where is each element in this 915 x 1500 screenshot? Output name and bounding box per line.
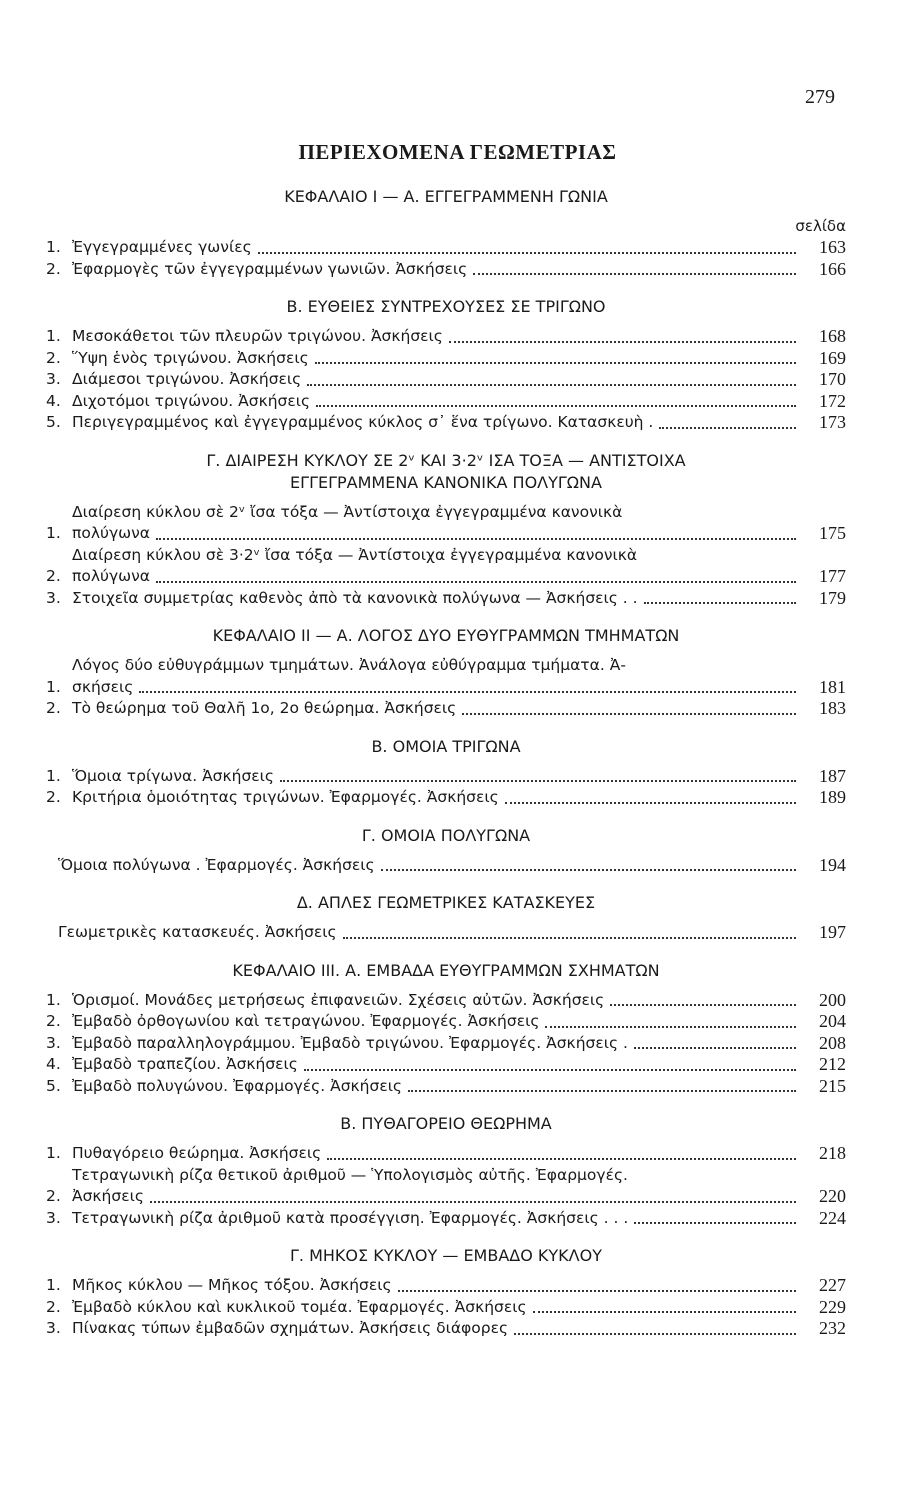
entry-page: 163 [819, 237, 846, 257]
toc-entry [46, 1275, 846, 1297]
entry-text: Μεσοκάθετοι τῶν πλευρῶν τριγώνου. Ἀσκήσεις [72, 327, 443, 345]
entry-text: Ἐγγεγραμμένες γωνίες [72, 238, 252, 256]
dot-leader [316, 405, 796, 407]
entry-text: Πυθαγόρειο θεώρημα. Ἀσκήσεις [72, 1144, 322, 1162]
entry-page: 175 [819, 523, 846, 543]
dot-leader [304, 1069, 796, 1071]
entry-body [58, 855, 802, 877]
entry-page: 218 [819, 1143, 846, 1163]
entry-page: 177 [819, 566, 846, 586]
toc-entry [46, 391, 846, 413]
toc-entry [46, 1165, 846, 1208]
entry-number: 5. [46, 413, 61, 431]
page-number: 279 [805, 86, 835, 108]
entry-text: Ἐφαρμογὲς τῶν ἐγγεγραμμένων γωνιῶν. Ἀσκήσεις [72, 259, 468, 278]
entry-text: Τετραγωνικὴ ρίζα ἀριθμοῦ κατὰ προσέγγιση. Ἐφαρμογές. Ἀσκήσεις . . . [72, 1208, 629, 1227]
entry-number: 3. [46, 1319, 61, 1337]
entry-body [72, 1011, 802, 1033]
entry-page: 170 [819, 369, 846, 389]
entry-text: Τὸ θεώρημα τοῦ Θαλῆ 1ο, 2ο θεώρημα. Ἀσκήσεις [72, 699, 457, 717]
entry-text: Ὅμοια πολύγωνα . Ἐφαρμογές. Ἀσκήσεις [58, 855, 375, 874]
toc-entry [46, 855, 846, 877]
toc-entry [46, 990, 846, 1012]
entry-number: 3. [46, 1033, 61, 1052]
entry-text: Στοιχεῖα συμμετρίας καθενὸς ἀπὸ τὰ κανονικὰ πολύγωνα — Ἀσκήσεις . . [72, 588, 638, 607]
dot-leader [315, 362, 796, 364]
toc-entry [46, 766, 846, 788]
entry-body [72, 1143, 802, 1165]
dot-leader [381, 869, 796, 871]
entry-number: 4. [46, 1055, 61, 1073]
section-heading: Β. ΕΥΘΕΙΕΣ ΣΥΝΤΡΕΧΟΥΣΕΣ ΣΕ ΤΡΙΓΩΝΟ [286, 297, 606, 316]
toc-entry [46, 655, 846, 698]
entry-text: Ὁρισμοί. Μονάδες μετρήσεως ἐπιφανειῶν. Σχέσεις αὐτῶν. Ἀσκήσεις [72, 990, 605, 1009]
dot-leader [505, 802, 796, 804]
toc-entry [46, 237, 846, 259]
entry-body [72, 1076, 802, 1098]
entry-number: 2. [46, 699, 61, 717]
entry-text-cont: πολύγωνα [72, 567, 150, 585]
entry-text: Ἐμβαδὸ ὀρθογωνίου καὶ τετραγώνου. Ἐφαρμογές. Ἀσκήσεις [72, 1012, 540, 1030]
dot-leader [150, 1201, 796, 1203]
entry-line2 [72, 1186, 802, 1208]
dot-leader [258, 252, 796, 254]
entry-body [72, 502, 802, 545]
entry-body [72, 787, 802, 809]
entry-page: 197 [819, 922, 846, 942]
entry-number: 3. [46, 370, 61, 388]
dot-leader [610, 1004, 796, 1006]
entry-body [72, 237, 802, 259]
section-heading: Γ. ΔΙΑΙΡΕΣΗ ΚΥΚΛΟΥ ΣΕ 2ᵛ ΚΑΙ 3·2ᵛ ΙΣΑ ΤΟΞΑ — ΑΝΤΙΣΤΟΙΧΑ [206, 450, 686, 470]
entry-text: Ἐμβαδὸ κύκλου καὶ κυκλικοῦ τομέα. Ἐφαρμογές. Ἀσκήσεις [72, 1297, 527, 1316]
entry-number: 4. [46, 391, 61, 410]
entry-body [72, 655, 802, 698]
dot-leader [462, 713, 796, 715]
entry-body [72, 1033, 802, 1055]
dot-leader [327, 1158, 796, 1160]
dot-leader [408, 1090, 796, 1092]
dot-leader [398, 1290, 796, 1292]
entry-body [72, 588, 802, 610]
entry-text: Διάμεσοι τριγώνου. Ἀσκήσεις [72, 370, 302, 388]
toc-entry [46, 1208, 846, 1230]
entry-page: 179 [819, 587, 846, 608]
entry-text: Κριτήρια ὁμοιότητας τριγώνων. Ἐφαρμογές. Ἀσκήσεις [72, 788, 499, 806]
entry-body [72, 766, 802, 788]
entry-number: 3. [46, 588, 61, 607]
dot-leader [156, 581, 796, 583]
entry-number: 1. [46, 524, 61, 542]
dot-leader [514, 1333, 796, 1335]
entry-body [72, 391, 802, 413]
section-heading-line2: ΕΓΓΕΓΡΑΜΜΕΝΑ ΚΑΝΟΝΙΚΑ ΠΟΛΥΓΩΝΑ [290, 472, 602, 492]
toc-entry [46, 1011, 846, 1033]
toc-entry [46, 588, 846, 610]
entry-body [72, 1165, 802, 1208]
dot-leader [307, 384, 796, 386]
toc-entry [46, 787, 846, 809]
entry-number: 2. [46, 567, 61, 585]
entry-page: 181 [819, 676, 846, 697]
dot-leader [659, 427, 796, 429]
entry-number: 2. [46, 1297, 61, 1316]
entry-body [72, 259, 802, 281]
entry-number: 2. [46, 788, 61, 806]
entry-page: 227 [819, 1275, 846, 1295]
entry-text: Ἐμβαδὸ τραπεζίου. Ἀσκήσεις [72, 1055, 298, 1073]
toc-entry [46, 348, 846, 370]
entry-page: 224 [819, 1207, 846, 1228]
entry-number: 2. [46, 1012, 61, 1030]
table-of-contents [46, 186, 846, 1340]
entry-body [72, 348, 802, 370]
entry-number: 2. [46, 259, 61, 278]
entry-body [72, 990, 802, 1012]
toc-entry [46, 326, 846, 348]
toc-entry [46, 502, 846, 545]
toc-entry [46, 1143, 846, 1165]
dot-leader [644, 602, 796, 604]
entry-page: 187 [819, 765, 846, 786]
dot-leader [156, 538, 796, 540]
section-heading: ΚΕΦΑΛΑΙΟ ΙΙΙ. Α. ΕΜΒΑΔΑ ΕΥΘΥΓΡΑΜΜΩΝ ΣΧΗΜΑΤΩΝ [232, 960, 660, 980]
toc-entry [46, 1297, 846, 1319]
entry-line2 [72, 677, 802, 699]
entry-body [72, 1275, 802, 1297]
entry-body [72, 369, 802, 391]
entry-text: Μῆκος κύκλου — Μῆκος τόξου. Ἀσκήσεις [72, 1276, 392, 1294]
toc-entry [46, 259, 846, 281]
entry-text: Διαίρεση κύκλου σὲ 2ᵛ ἴσα τόξα — Ἀντίστοιχα ἐγγεγραμμένα κανονικὰ [72, 502, 623, 521]
entry-page: 194 [819, 854, 846, 875]
entry-page: 183 [819, 698, 846, 718]
entry-page: 215 [819, 1075, 846, 1096]
entry-body [72, 412, 802, 434]
entry-page: 232 [819, 1318, 846, 1338]
entry-body [72, 545, 802, 588]
dot-leader [545, 1026, 796, 1028]
entry-body [72, 1318, 802, 1340]
entry-page: 229 [819, 1296, 846, 1317]
entry-text: Περιγεγραμμένος καὶ ἐγγεγραμμένος κύκλος σ᾽ ἕνα τρίγωνο. Κατασκευὴ . [72, 413, 654, 431]
entry-page: 172 [819, 390, 846, 411]
entry-page: 189 [819, 787, 846, 807]
section-heading: ΚΕΦΑΛΑΙΟ ΙΙ — Α. ΛΟΓΟΣ ΔΥΟ ΕΥΘΥΓΡΑΜΜΩΝ ΤΜΗΜΑΤΩΝ [212, 626, 680, 645]
entry-page: 168 [819, 326, 846, 346]
dot-leader [139, 691, 796, 693]
entry-number: 2. [46, 348, 61, 367]
toc-entry [46, 698, 846, 720]
toc-entry [46, 412, 846, 434]
entry-number: 1. [46, 238, 61, 256]
entry-text: Τετραγωνικὴ ρίζα θετικοῦ ἀριθμοῦ — Ὑπολογισμὸς αὐτῆς. Ἐφαρμογές. [72, 1165, 628, 1184]
entry-page: 200 [819, 989, 846, 1010]
entry-page: 166 [819, 258, 846, 279]
entry-number: 2. [46, 1187, 61, 1205]
toc-entry [46, 1033, 846, 1055]
dot-leader [634, 1222, 796, 1224]
section-heading: Γ. ΜΗΚΟΣ ΚΥΚΛΟΥ — ΕΜΒΑΔΟ ΚΥΚΛΟΥ [290, 1246, 602, 1265]
toc-entry [46, 545, 846, 588]
entry-number: 1. [46, 677, 61, 696]
toc-entry [46, 922, 846, 944]
dot-leader [449, 341, 796, 343]
entry-text: Διχοτόμοι τριγώνου. Ἀσκήσεις [72, 391, 311, 410]
entry-body [72, 1297, 802, 1319]
entry-text: Ὅμοια τρίγωνα. Ἀσκήσεις [72, 766, 274, 785]
entry-line2 [72, 566, 802, 588]
entry-body [72, 326, 802, 348]
entry-body [72, 1054, 802, 1076]
dot-leader [343, 937, 796, 939]
entry-number: 1. [46, 766, 61, 785]
dot-leader [280, 780, 796, 782]
entry-page: 220 [819, 1186, 846, 1206]
entry-number: 5. [46, 1076, 61, 1095]
entry-text-cont: πολύγωνα [72, 524, 150, 542]
entry-text: Διαίρεση κύκλου σὲ 3·2ᵛ ἴσα τόξα — Ἀντίστοιχα ἐγγεγραμμένα κανονικὰ [72, 545, 638, 564]
page-column-label: σελίδα [795, 217, 846, 235]
section-heading: Β. ΠΥΘΑΓΟΡΕΙΟ ΘΕΩΡΗΜΑ [340, 1114, 552, 1133]
entry-line2 [72, 523, 802, 545]
entry-text: Ἐμβαδὸ παραλληλογράμμου. Ἐμβαδὸ τριγώνου. Ἐφαρμογές. Ἀσκήσεις . [72, 1033, 628, 1052]
entry-number: 1. [46, 1276, 61, 1294]
entry-text-cont: σκήσεις [72, 677, 134, 696]
entry-body [72, 1208, 802, 1230]
entry-text-cont: Ἀσκήσεις [72, 1187, 144, 1205]
dot-leader [473, 273, 796, 275]
toc-entry [46, 1318, 846, 1340]
section-heading: Δ. ΑΠΛΕΣ ΓΕΩΜΕΤΡΙΚΕΣ ΚΑΤΑΣΚΕΥΕΣ [296, 893, 596, 912]
entry-body [58, 922, 802, 944]
section-heading: Γ. ΟΜΟΙΑ ΠΟΛΥΓΩΝΑ [361, 825, 531, 845]
entry-page: 169 [819, 347, 846, 368]
entry-page: 204 [819, 1011, 846, 1031]
entry-text: Γεωμετρικὲς κατασκευές. Ἀσκήσεις [58, 923, 337, 941]
entry-text: Ὕψη ἑνὸς τριγώνου. Ἀσκήσεις [72, 348, 309, 367]
entry-body [72, 698, 802, 720]
entry-page: 208 [819, 1032, 846, 1053]
entry-page: 212 [819, 1054, 846, 1074]
entry-number: 1. [46, 990, 61, 1009]
toc-entry [46, 369, 846, 391]
entry-number: 3. [46, 1208, 61, 1227]
dot-leader [634, 1047, 796, 1049]
section-heading: Β. ΟΜΟΙΑ ΤΡΙΓΩΝΑ [371, 736, 521, 756]
page-title: ΠΕΡΙΕΧΟΜΕΝΑ ΓΕΩΜΕΤΡΙΑΣ [298, 140, 617, 164]
entry-text: Πίνακας τύπων ἐμβαδῶν σχημάτων. Ἀσκήσεις διάφορες [72, 1319, 509, 1337]
toc-entry [46, 1076, 846, 1098]
entry-text: Ἐμβαδὸ πολυγώνου. Ἐφαρμογές. Ἀσκήσεις [72, 1076, 403, 1095]
entry-number: 1. [46, 1144, 61, 1162]
dot-leader [533, 1311, 796, 1313]
toc-entry [46, 1054, 846, 1076]
section-heading: ΚΕΦΑΛΑΙΟ Ι — Α. ΕΓΓΕΓΡΑΜΜΕΝΗ ΓΩΝΙΑ [284, 187, 608, 206]
entry-text: Λόγος δύο εὐθυγράμμων τμημάτων. Ἀνάλογα εὐθύγραμμα τμήματα. Ἀ- [72, 656, 626, 674]
entry-number: 1. [46, 327, 61, 345]
entry-page: 173 [819, 412, 846, 432]
